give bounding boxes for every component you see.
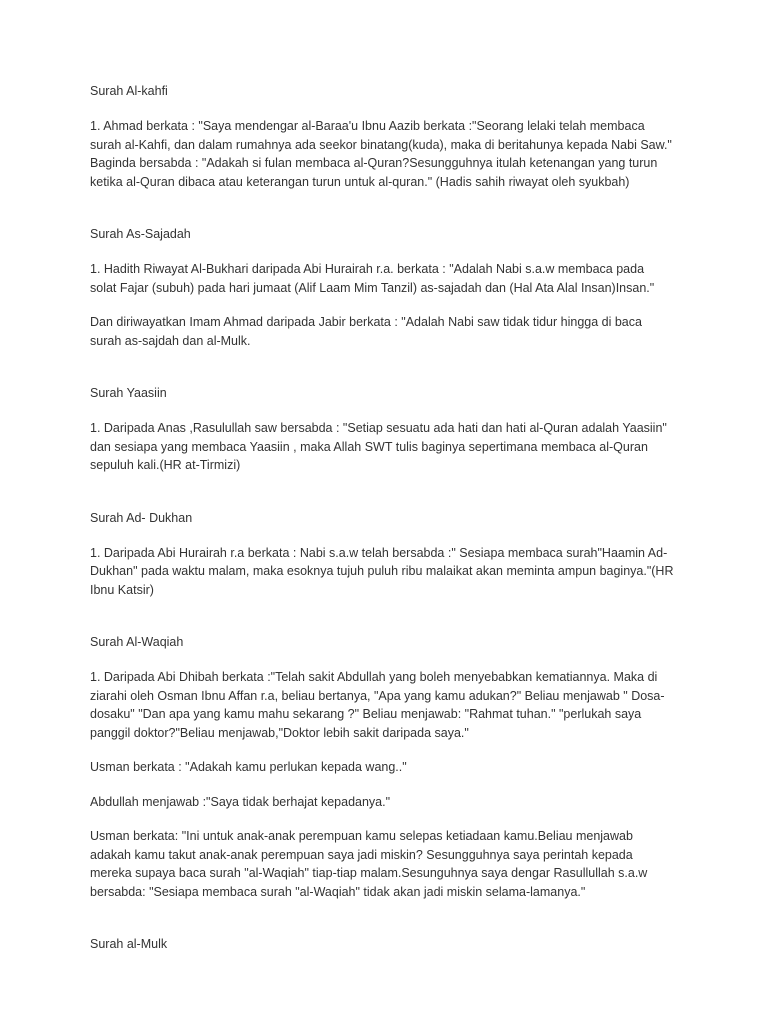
section-ad-dukhan: [90, 509, 710, 600]
section-heading: Surah As-Sajadah: [90, 227, 191, 241]
document-page: [90, 82, 710, 953]
section-paragraph: Abdullah menjawab :"Saya tidak berhajat kepadanya.": [90, 794, 391, 809]
section-heading: Surah al-Mulk: [90, 937, 168, 951]
section-paragraph: Usman berkata: "Ini untuk anak-anak perempuan kamu selepas ketiadaan kamu.Beliau menjawab adakah kamu takut anak-anak perempuan saya jadi miskin? Sesungguhnya saya perintah kepada mereka supaya baca surah "al-Waqiah" tiap-tiap malam.Sesunguhnya saya dengar Rasullullah s.a.w bersabda: "Sesiapa membaca surah "al-Waqiah" tidak akan jadi miskin selama-lamanya.": [90, 829, 648, 899]
section-paragraph: 1. Hadith Riwayat Al-Bukhari daripada Abi Hurairah r.a. berkata : "Adalah Nabi s.a.w membaca pada solat Fajar (subuh) pada hari jumaat (Alif Laam Mim Tanzil) as-sajadah dan (Hal Ata Alal Insan)Insan.": [90, 262, 655, 295]
section-paragraph: 1. Daripada Anas ,Rasulullah saw bersabda : "Setiap sesuatu ada hati dan hati al-Quran adalah Yaasiin" dan sesiapa yang membaca Yaasiin , maka Allah SWT tulis baginya sepertimana membaca al-Quran sepuluh kali.(HR at-Tirmizi): [90, 421, 667, 472]
section-al-waqiah: [90, 633, 710, 901]
section-heading: Surah Al-kahfi: [90, 84, 168, 98]
section-paragraph: 1. Ahmad berkata : "Saya mendengar al-Baraa'u Ibnu Aazib berkata :"Seorang lelaki telah membaca surah al-Kahfi, dan dalam rumahnya ada seekor binatang(kuda), maka di beritahunya kepada Nabi Saw." Baginda bersabda : "Adakah si fulan membaca al-Quran?Sesungguhnya itulah ketenangan yang turun ketika al-Quran dibaca atau keterangan turun untuk al-quran." (Hadis sahih riwayat oleh syukbah): [90, 119, 672, 189]
section-heading: Surah Ad- Dukhan: [90, 510, 193, 525]
section-paragraph: 1. Daripada Abi Dhibah berkata :"Telah sakit Abdullah yang boleh menyebabkan kematiannya. Maka di ziarahi oleh Osman Ibnu Affan r.a, beliau bertanya, "Apa yang kamu adukan?" Beliau menjawab " Dosa- dosaku" "Dan apa yang kamu mahu sekarang ?" Beliau menjawab: "Rahmat tuhan." "perlukah saya panggil doktor?"Beliau menjawab,"Doktor lebih sakit daripada saya.": [90, 670, 665, 740]
section-paragraph: 1. Daripada Abi Hurairah r.a berkata : Nabi s.a.w telah bersabda :" Sesiapa membaca surah"Haamin Ad- Dukhan" pada waktu malam, maka esoknya tujuh puluh ribu malaikat akan meminta ampun baginya."(HR Ibnu Katsir): [90, 545, 674, 597]
section-heading: Surah Al-Waqiah: [90, 635, 184, 649]
section-al-mulk: [90, 935, 710, 953]
section-as-sajadah: [90, 225, 710, 350]
section-heading: Surah Yaasiin: [90, 386, 167, 400]
section-paragraph: Usman berkata : "Adakah kamu perlukan kepada wang..": [90, 760, 407, 774]
section-al-kahfi: [90, 82, 710, 191]
section-yaasiin: [90, 384, 710, 475]
section-paragraph: Dan diriwayatkan Imam Ahmad daripada Jabir berkata : "Adalah Nabi saw tidak tidur hingga di baca surah as-sajdah dan al-Mulk.: [90, 315, 642, 348]
